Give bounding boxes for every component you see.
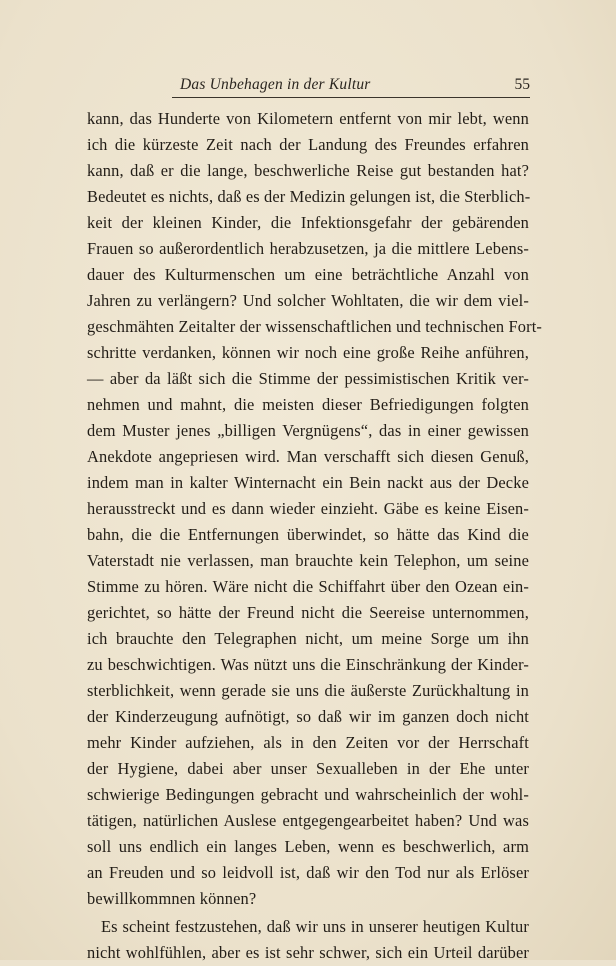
text-line: herausstreckt und es dann wieder einzieht. Gäbe es keine Eisen- (87, 499, 529, 518)
text-line: dem Muster jenes „billigen Vergnügens“, das in einer gewissen (87, 421, 529, 440)
text-line: kann, das Hunderte von Kilometern entfernt von mir lebt, wenn (87, 109, 529, 128)
page-header (180, 76, 530, 96)
text-line: Stimme zu hören. Wäre nicht die Schiffahrt über den Ozean ein- (87, 577, 529, 596)
text-line: Es scheint festzustehen, daß wir uns in unserer heutigen Kultur (101, 917, 529, 936)
text-line: geschmähten Zeitalter der wissenschaftlichen und technischen Fort- (87, 317, 543, 336)
text-line: Anekdote angepriesen wird. Man verschafft sich diesen Genuß, (87, 447, 529, 466)
text-line: indem man in kalter Winternacht ein Bein nackt aus der Decke (87, 473, 529, 492)
text-line: soll uns endlich ein langes Leben, wenn es beschwerlich, arm (87, 837, 529, 856)
text-line: zu beschwichtigen. Was nützt uns die Einschränkung der Kinder- (87, 655, 529, 674)
text-line: tätigen, natürlichen Auslese entgegengearbeitet haben? Und was (87, 811, 529, 830)
text-line: der Hygiene, dabei aber unser Sexualleben in der Ehe unter (87, 759, 529, 778)
text-line: nicht wohlfühlen, aber es ist sehr schwer, sich ein Urteil darüber (87, 943, 529, 962)
text-line: ich die kürzeste Zeit nach der Landung des Freundes erfahren (87, 135, 529, 154)
text-line: Jahren zu verlängern? Und solcher Wohltaten, die wir dem viel- (87, 291, 529, 310)
text-line: Vaterstadt nie verlassen, man brauchte kein Telephon, um seine (87, 551, 529, 570)
text-line: kann, daß er die lange, beschwerliche Reise gut bestanden hat? (87, 161, 529, 180)
text-line: der Kinderzeugung aufnötigt, so daß wir im ganzen doch nicht (87, 707, 529, 726)
text-line: an Freuden und so leidvoll ist, daß wir den Tod nur als Erlöser (87, 863, 529, 882)
header-rule (172, 97, 530, 98)
text-line: gerichtet, so hätte der Freund nicht die Seereise unternommen, (87, 603, 529, 622)
text-line: keit der kleinen Kinder, die Infektionsgefahr der gebärenden (87, 213, 529, 232)
page-number: 55 (514, 76, 530, 93)
text-line: schwierige Bedingungen gebracht und wahrscheinlich der wohl- (87, 785, 529, 804)
text-line: Frauen so außerordentlich herabzusetzen, ja die mittlere Lebens- (87, 239, 529, 258)
text-line: dauer des Kulturmenschen um eine beträchtliche Anzahl von (87, 265, 529, 284)
text-line: schritte verdanken, können wir noch eine große Reihe anführen, (87, 343, 529, 362)
text-line: — aber da läßt sich die Stimme der pessimistischen Kritik ver- (87, 369, 529, 388)
text-line: bahn, die die Entfernungen überwindet, so hätte das Kind die (87, 525, 529, 544)
running-title: Das Unbehagen in der Kultur (180, 76, 371, 93)
text-line: Bedeutet es nichts, daß es der Medizin gelungen ist, die Sterblich- (87, 187, 531, 206)
text-line: bewillkommnen können? (87, 889, 257, 908)
text-line: sterblichkeit, wenn gerade sie uns die äußerste Zurückhaltung in (87, 681, 529, 700)
text-line: nehmen und mahnt, die meisten dieser Befriedigungen folgten (87, 395, 529, 414)
text-line: mehr Kinder aufziehen, als in den Zeiten vor der Herrschaft (87, 733, 529, 752)
text-line: ich brauchte den Telegraphen nicht, um meine Sorge um ihn (87, 629, 529, 648)
